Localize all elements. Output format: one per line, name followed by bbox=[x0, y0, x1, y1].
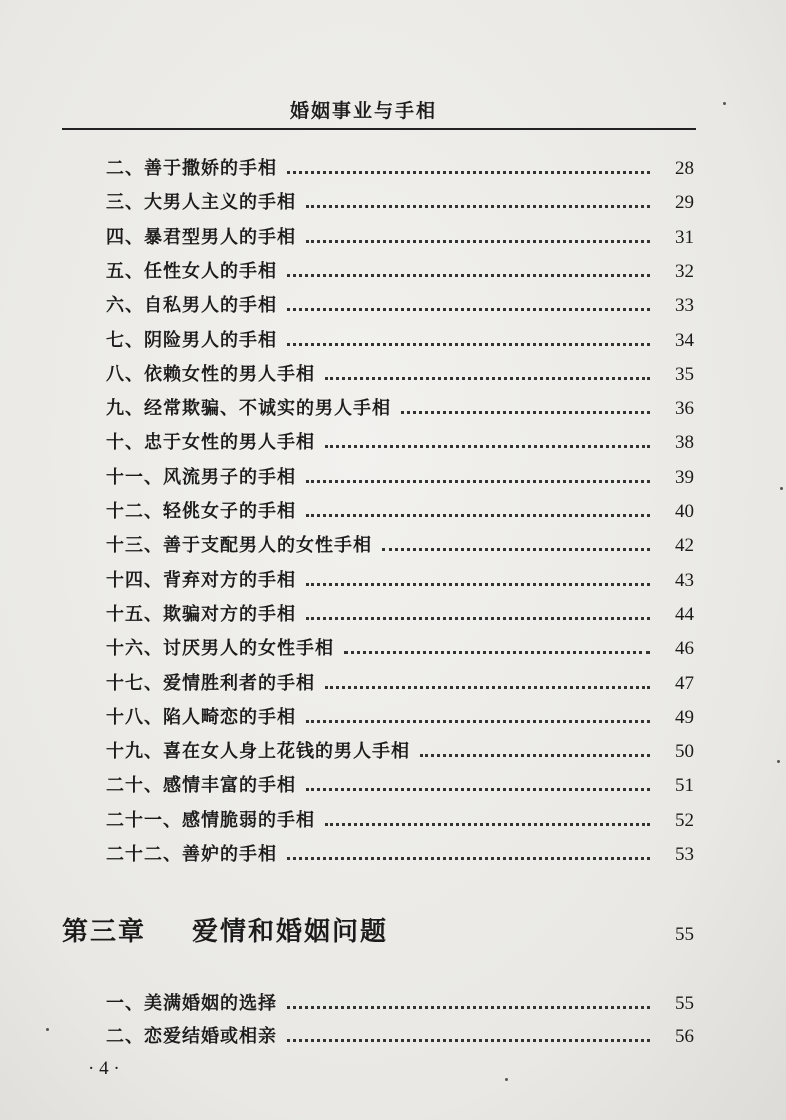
toc-entry bbox=[106, 219, 694, 249]
toc-entry bbox=[106, 836, 694, 866]
toc-entry-page-number: 43 bbox=[675, 569, 694, 591]
toc-entry-label: 八、依赖女性的男人手相 bbox=[106, 363, 315, 385]
dot-leader bbox=[287, 274, 650, 277]
toc-entry-label: 十七、爱情胜利者的手相 bbox=[106, 672, 315, 694]
dot-leader bbox=[306, 480, 650, 483]
toc-entry-label: 二十二、善妒的手相 bbox=[106, 844, 277, 865]
toc-entry-page-number: 29 bbox=[675, 192, 694, 214]
toc-entry-label: 十八、陷人畸恋的手相 bbox=[106, 706, 296, 728]
toc-entry-page-number: 50 bbox=[675, 741, 694, 763]
dot-leader bbox=[382, 548, 650, 551]
dot-leader bbox=[306, 514, 650, 517]
page-folio: · 4 · bbox=[88, 1058, 120, 1079]
dot-leader bbox=[325, 823, 650, 826]
toc-entry-label: 二、恋爱结婚或相亲 bbox=[106, 1026, 277, 1047]
toc-entry-page-number: 46 bbox=[675, 638, 694, 660]
chapter-number: 第三章 bbox=[62, 917, 147, 947]
dot-leader bbox=[287, 1006, 650, 1009]
toc-entry-page-number: 28 bbox=[675, 158, 694, 179]
toc-entry-label: 十四、背弃对方的手相 bbox=[106, 569, 296, 591]
toc-entry bbox=[106, 665, 694, 695]
toc-entry-page-number: 38 bbox=[675, 432, 694, 454]
chapter-page-number: 55 bbox=[675, 924, 694, 945]
toc-entry-page-number: 52 bbox=[675, 809, 694, 831]
paper-speck bbox=[505, 1078, 508, 1081]
toc-entry-page-number: 55 bbox=[675, 993, 694, 1014]
dot-leader bbox=[287, 343, 650, 346]
dot-leader bbox=[306, 720, 650, 723]
toc-entry bbox=[106, 493, 694, 523]
dot-leader bbox=[420, 754, 650, 757]
toc-entry-label: 五、任性女人的手相 bbox=[106, 260, 277, 282]
dot-leader bbox=[325, 686, 650, 689]
toc-entry bbox=[106, 596, 694, 626]
toc-entry-label: 九、经常欺骗、不诚实的男人手相 bbox=[106, 398, 391, 420]
toc-entry bbox=[106, 287, 694, 317]
toc-entry-page-number: 35 bbox=[675, 363, 694, 385]
toc-entry-label: 一、美满婚姻的选择 bbox=[106, 993, 277, 1014]
toc-entry-label: 三、大男人主义的手相 bbox=[106, 192, 296, 214]
toc-entry bbox=[106, 699, 694, 729]
toc-entry-label: 十、忠于女性的男人手相 bbox=[106, 432, 315, 454]
toc-entry bbox=[106, 802, 694, 832]
dot-leader bbox=[287, 1039, 650, 1042]
toc-entry bbox=[106, 459, 694, 489]
toc-entry-page-number: 49 bbox=[675, 706, 694, 728]
toc-entry-label: 十九、喜在女人身上花钱的男人手相 bbox=[106, 741, 410, 763]
header-rule bbox=[62, 128, 696, 130]
toc-entry bbox=[106, 527, 694, 557]
toc-entry-page-number: 44 bbox=[675, 603, 694, 625]
toc-entry-page-number: 51 bbox=[675, 775, 694, 797]
dot-leader bbox=[306, 240, 650, 243]
paper-speck bbox=[46, 1028, 49, 1031]
toc-entry-page-number: 42 bbox=[675, 535, 694, 557]
toc-entry bbox=[106, 322, 694, 352]
toc-entry bbox=[106, 424, 694, 454]
dot-leader bbox=[287, 857, 650, 860]
toc-entry-label: 二十、感情丰富的手相 bbox=[106, 775, 296, 797]
toc-entry-page-number: 32 bbox=[675, 260, 694, 282]
toc-entry-page-number: 33 bbox=[675, 295, 694, 317]
toc-entry-label: 二、善于撒娇的手相 bbox=[106, 158, 277, 179]
dot-leader bbox=[344, 651, 650, 654]
toc-entry-page-number: 36 bbox=[675, 398, 694, 420]
toc-entry-label: 七、阴险男人的手相 bbox=[106, 329, 277, 351]
toc-entry-page-number: 40 bbox=[675, 501, 694, 522]
toc-entry-label: 十三、善于支配男人的女性手相 bbox=[106, 535, 372, 557]
toc-entry bbox=[106, 733, 694, 763]
toc-entry bbox=[106, 767, 694, 797]
toc-entry-label: 二十一、感情脆弱的手相 bbox=[106, 809, 315, 831]
toc-entry-page-number: 47 bbox=[675, 672, 694, 694]
toc-entry-page-number: 31 bbox=[675, 226, 694, 248]
dot-leader bbox=[306, 617, 650, 620]
running-header-title: 婚姻事业与手相 bbox=[290, 100, 438, 122]
toc-entry-label: 四、暴君型男人的手相 bbox=[106, 226, 296, 248]
chapter-heading bbox=[62, 908, 694, 948]
dot-leader bbox=[306, 205, 650, 208]
toc-entry-page-number: 39 bbox=[675, 466, 694, 488]
toc-entry-page-number: 34 bbox=[675, 329, 694, 351]
toc-entry bbox=[106, 985, 694, 1015]
toc-entry bbox=[106, 1018, 694, 1048]
toc-entry-label: 六、自私男人的手相 bbox=[106, 295, 277, 317]
toc-entry-label: 十二、轻佻女子的手相 bbox=[106, 501, 296, 522]
paper-speck bbox=[777, 760, 780, 763]
dot-leader bbox=[287, 171, 650, 174]
paper-speck bbox=[723, 102, 726, 105]
dot-leader bbox=[306, 788, 650, 791]
dot-leader bbox=[287, 308, 650, 311]
toc-entry bbox=[106, 630, 694, 660]
chapter-title: 爱情和婚姻问题 bbox=[192, 917, 389, 947]
toc-entry-label: 十五、欺骗对方的手相 bbox=[106, 603, 296, 625]
toc-entry-label: 十六、讨厌男人的女性手相 bbox=[106, 638, 334, 660]
paper-speck bbox=[780, 487, 783, 490]
dot-leader bbox=[401, 411, 650, 414]
dot-leader bbox=[306, 583, 650, 586]
toc-entry bbox=[106, 390, 694, 420]
toc-entry bbox=[106, 253, 694, 283]
toc-entry bbox=[106, 150, 694, 180]
toc-entry bbox=[106, 356, 694, 386]
toc-entry-page-number: 53 bbox=[675, 844, 694, 865]
toc-entry-page-number: 56 bbox=[675, 1026, 694, 1047]
dot-leader bbox=[325, 377, 650, 380]
toc-entry bbox=[106, 562, 694, 592]
toc-entry-label: 十一、风流男子的手相 bbox=[106, 466, 296, 488]
toc-entry bbox=[106, 184, 694, 214]
dot-leader bbox=[325, 445, 650, 448]
